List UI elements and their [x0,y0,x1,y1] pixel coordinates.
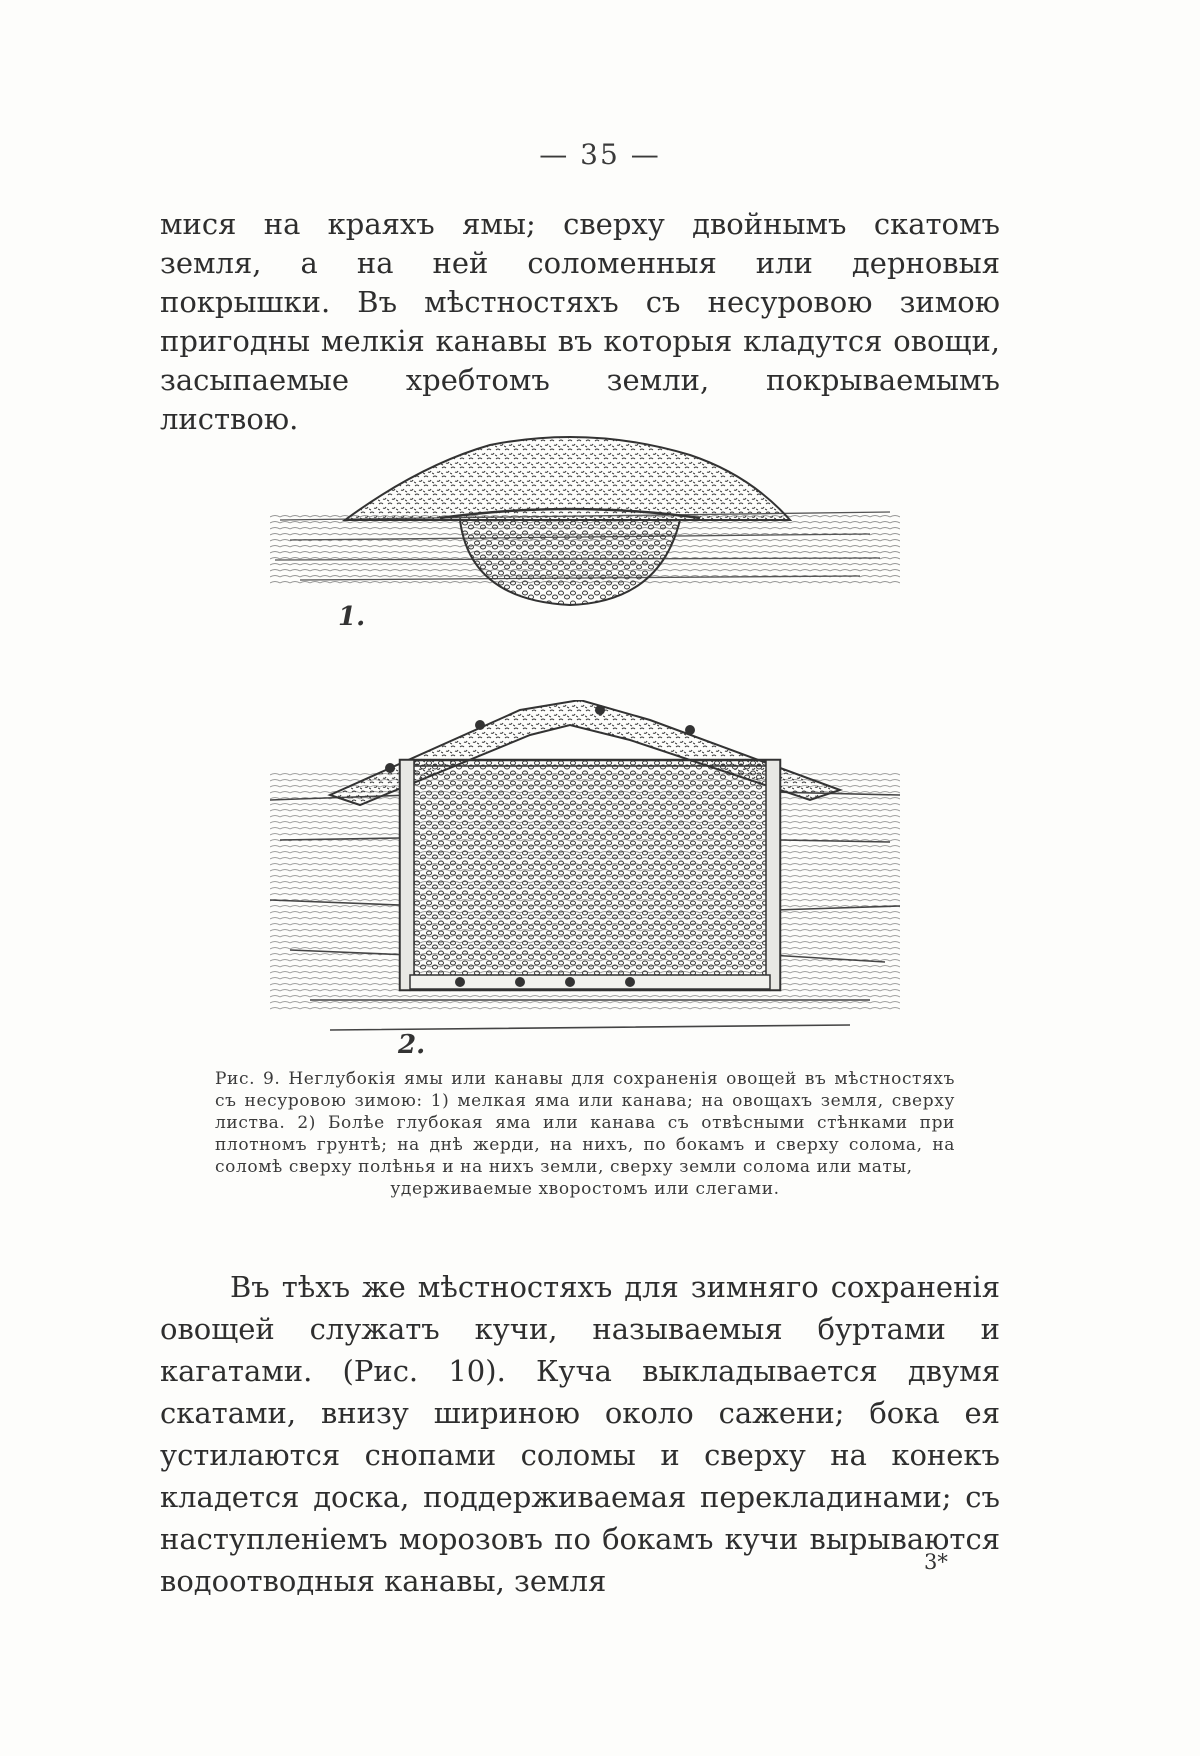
figure-label-2: 2. [398,1030,426,1060]
paragraph-top: мися на краяхъ ямы; сверху двойнымъ скатомъ земля, а на ней соломенныя или дерновыя покрышки. Въ мѣстностяхъ съ несуровою зимою пригодны мелкія канавы въ которыя кладутся овощи, засыпаемые хребтомъ земли, покрываемымъ листвою. [160,207,1000,436]
figure-label-1: 1. [338,602,366,632]
caption-main: Рис. 9. Неглубокія ямы или канавы для сохраненія овощей въ мѣстностяхъ съ несуровою зимою: 1) мелкая яма или канава; на овощахъ земля, сверху листва. 2) Болѣе глубокая яма или канава съ отвѣсными стѣнками при плотномъ грунтѣ; на днѣ жерди, на нихъ, по бокамъ и сверху солома, на соломѣ сверху полѣнья и на нихъ земли, сверху земли солома или маты, [215,1069,955,1177]
page-number: — 35 — [539,138,661,171]
signature-mark: 3* [924,1550,948,1574]
paragraph-bottom: Въ тѣхъ же мѣстностяхъ для зимняго сохраненія овощей служатъ кучи, называемыя буртами и кагатами. (Рис. 10). Куча выкладывается двумя скатами, внизу шириною около сажени; бока ея устилаются снопами соломы и сверху на конекъ кладется доска, поддерживаемая перекладинами; съ наступленіемъ морозовъ по бокамъ кучи вырываются водоотводныя канавы, земля [160,1270,1000,1598]
figure-caption [215,1068,955,1200]
caption-last-line: удерживаемые хворостомъ или слегами. [390,1179,780,1199]
figure-deep-pit [270,700,900,1060]
